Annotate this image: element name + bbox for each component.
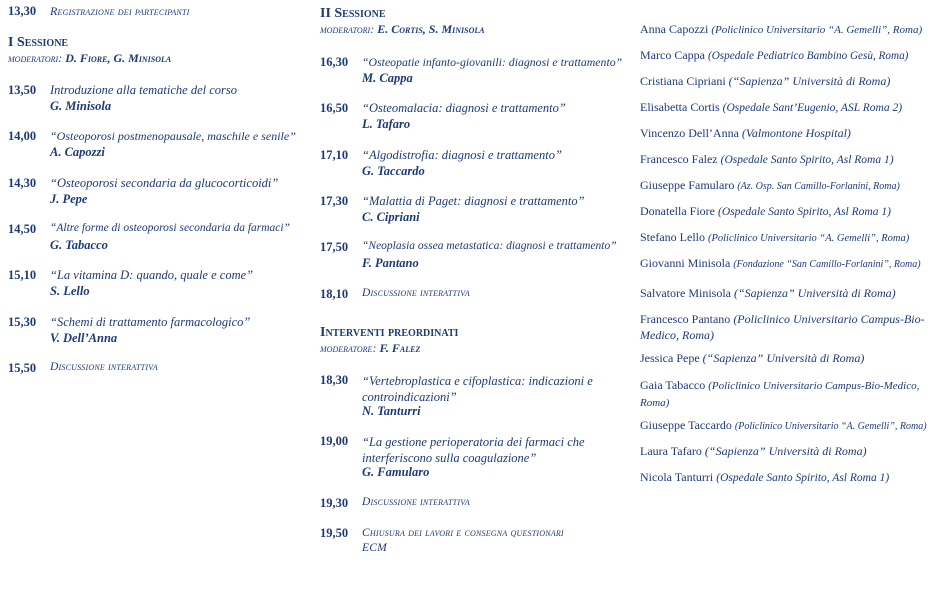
item-time: 14,50 xyxy=(8,222,37,236)
item-title: “Osteomalacia: diagnosi e trattamento” xyxy=(362,101,566,115)
item-time: 14,00 xyxy=(8,129,37,143)
faculty-entry xyxy=(640,469,940,486)
faculty-name: Anna Capozzi xyxy=(640,22,709,36)
faculty-affiliation: (Policlinico Universitario Campus-Bio-Medico, Roma) xyxy=(640,312,925,342)
item-speaker: S. Lello xyxy=(50,284,90,298)
item-title: “Neoplasia ossea metastatica: diagnosi e trattamento” xyxy=(362,240,617,252)
item-speaker: G. Tabacco xyxy=(50,238,108,252)
faculty-entry xyxy=(640,417,940,435)
item-speaker: G. Minisola xyxy=(50,99,112,113)
faculty-name: Elisabetta Cortis xyxy=(640,100,720,114)
moderator-name: F. Falez xyxy=(379,341,421,355)
faculty-entry xyxy=(640,443,940,459)
faculty-name: Donatella Fiore xyxy=(640,204,715,218)
faculty-entry xyxy=(640,177,940,195)
moderators-label: moderatori: xyxy=(8,51,63,65)
faculty-affiliation: (Az. Osp. San Camillo-Forlanini, Roma) xyxy=(737,181,900,192)
moderator-label: moderatore: xyxy=(320,341,377,355)
item-time: 17,10 xyxy=(320,148,349,162)
item-time: 19,50 xyxy=(320,526,349,540)
discussion-label: Discussione interattiva xyxy=(362,496,470,508)
faculty-entry xyxy=(640,377,930,411)
item-time: 19,00 xyxy=(320,434,349,448)
faculty-name: Giovanni Minisola xyxy=(640,256,731,270)
item-speaker: L. Tafaro xyxy=(362,117,411,131)
item-speaker: F. Pantano xyxy=(362,256,419,270)
faculty-entry xyxy=(640,125,940,141)
faculty-entry xyxy=(640,99,940,116)
item-time: 17,50 xyxy=(320,240,349,254)
item-time: 15,50 xyxy=(8,361,37,375)
item-time: 18,10 xyxy=(320,287,349,301)
faculty-name: Cristiana Cipriani xyxy=(640,74,726,88)
item-speaker: G. Taccardo xyxy=(362,164,425,178)
item-title: “Altre forme di osteoporosi secondaria da farmaci” xyxy=(50,222,291,234)
session-1-moderators xyxy=(8,51,171,66)
item-title: “Vertebroplastica e cifoplastica: indicazioni e controindicazioni” xyxy=(362,374,593,404)
faculty-name: Vincenzo Dell’Anna xyxy=(640,126,739,140)
faculty-entry xyxy=(640,285,940,301)
faculty-affiliation: (Policlinico Universitario “A. Gemelli”, Roma) xyxy=(711,24,923,36)
item-time: 18,30 xyxy=(320,373,349,387)
item-title: “Osteoporosi postmenopausale, maschile e senile” xyxy=(50,129,296,143)
faculty-affiliation: (Ospedale Sant’Eugenio, ASL Roma 2) xyxy=(722,102,903,114)
item-time: 13,50 xyxy=(8,83,37,97)
item-speaker: A. Capozzi xyxy=(50,145,105,159)
faculty-entry xyxy=(640,203,940,220)
faculty-affiliation: (“Sapienza” Università di Roma) xyxy=(728,74,891,88)
faculty-name: Jessica Pepe xyxy=(640,351,700,365)
item-time: 17,30 xyxy=(320,194,349,208)
item-title: “La vitamina D: quando, quale e come” xyxy=(50,268,254,282)
item-speaker: V. Dell’Anna xyxy=(50,331,118,345)
faculty-entry xyxy=(640,73,940,89)
faculty-affiliation: (“Sapienza” Università di Roma) xyxy=(702,351,865,365)
faculty-affiliation: (Valmontone Hospital) xyxy=(741,126,851,140)
faculty-entry xyxy=(640,350,940,366)
faculty-entry xyxy=(640,151,940,168)
faculty-name: Laura Tafaro xyxy=(640,444,702,458)
faculty-name: Gaia Tabacco xyxy=(640,378,706,392)
faculty-affiliation: (Policlinico Universitario “A. Gemelli”, Roma) xyxy=(734,421,927,432)
faculty-affiliation: (Policlinico Universitario “A. Gemelli”, Roma) xyxy=(707,233,910,244)
faculty-name: Marco Cappa xyxy=(640,48,705,62)
faculty-affiliation: (“Sapienza” Università di Roma) xyxy=(733,286,896,300)
item-speaker: N. Tanturri xyxy=(362,404,421,418)
interventions-title: Interventi preordinati xyxy=(320,325,459,340)
faculty-entry xyxy=(640,47,940,64)
item-title: Introduzione alla tematiche del corso xyxy=(50,83,238,97)
item-title: “Osteopatie infanto-giovanili: diagnosi e trattamento” xyxy=(362,55,623,69)
faculty-name: Francesco Falez xyxy=(640,152,718,166)
faculty-affiliation: (“Sapienza” Università di Roma) xyxy=(704,444,867,458)
item-speaker: C. Cipriani xyxy=(362,210,420,224)
faculty-affiliation: (Ospedale Pediatrico Bambino Gesù, Roma) xyxy=(707,50,909,62)
faculty-affiliation: (Policlinico Universitario Campus-Bio-Medico, Roma) xyxy=(640,380,920,409)
item-time: 16,50 xyxy=(320,101,349,115)
discussion-label: Discussione interattiva xyxy=(50,361,158,373)
faculty-name: Giuseppe Famularo xyxy=(640,178,735,192)
faculty-entry xyxy=(640,21,940,38)
interventions-moderator xyxy=(320,341,420,356)
item-title: “Malattia di Paget: diagnosi e trattamento” xyxy=(362,194,585,208)
item-time: 14,30 xyxy=(8,176,37,190)
faculty-name: Salvatore Minisola xyxy=(640,286,731,300)
session-2-title: II Sessione xyxy=(320,6,386,21)
discussion-label: Discussione interattiva xyxy=(362,287,470,299)
item-title: “Algodistrofia: diagnosi e trattamento” xyxy=(362,148,562,162)
faculty-affiliation: (Ospedale Santo Spirito, Asl Roma 1) xyxy=(717,206,891,218)
registration-label: Registrazione dei partecipanti xyxy=(50,4,190,18)
item-time: 15,30 xyxy=(8,315,37,329)
moderators-label: moderatori: xyxy=(320,22,375,36)
faculty-name: Francesco Pantano xyxy=(640,312,731,326)
faculty-name: Nicola Tanturri xyxy=(640,470,714,484)
item-title: “Osteoporosi secondaria da glucocorticoidi” xyxy=(50,176,279,190)
faculty-entry xyxy=(640,229,940,247)
item-time: 16,30 xyxy=(320,55,349,69)
item-speaker: M. Cappa xyxy=(362,71,413,85)
item-speaker: G. Famularo xyxy=(362,465,430,479)
faculty-affiliation: (Ospedale Santo Spirito, Asl Roma 1) xyxy=(716,472,890,484)
moderators-names: D. Fiore, G. Minisola xyxy=(65,51,172,65)
faculty-name: Stefano Lello xyxy=(640,230,705,244)
closing-label: Chiusura dei lavori e consegna questionari ECM xyxy=(362,527,564,554)
moderators-names: E. Cortis, S. Minisola xyxy=(377,22,485,36)
faculty-entry xyxy=(640,311,935,343)
registration-time: 13,30 xyxy=(8,4,37,18)
item-speaker: J. Pepe xyxy=(50,192,88,206)
faculty-affiliation: (Ospedale Santo Spirito, Asl Roma 1) xyxy=(720,154,894,166)
item-title: “Schemi di trattamento farmacologico” xyxy=(50,315,251,329)
item-time: 19,30 xyxy=(320,496,349,510)
faculty-entry xyxy=(640,255,940,273)
item-title: “La gestione perioperatoria dei farmaci che interferiscono sulla coagulazione” xyxy=(362,435,585,465)
item-time: 15,10 xyxy=(8,268,37,282)
faculty-affiliation: (Fondazione “San Camillo-Forlanini”, Roma) xyxy=(733,259,921,270)
session-2-moderators xyxy=(320,22,485,37)
session-1-title: I Sessione xyxy=(8,35,69,50)
faculty-name: Giuseppe Taccardo xyxy=(640,418,732,432)
